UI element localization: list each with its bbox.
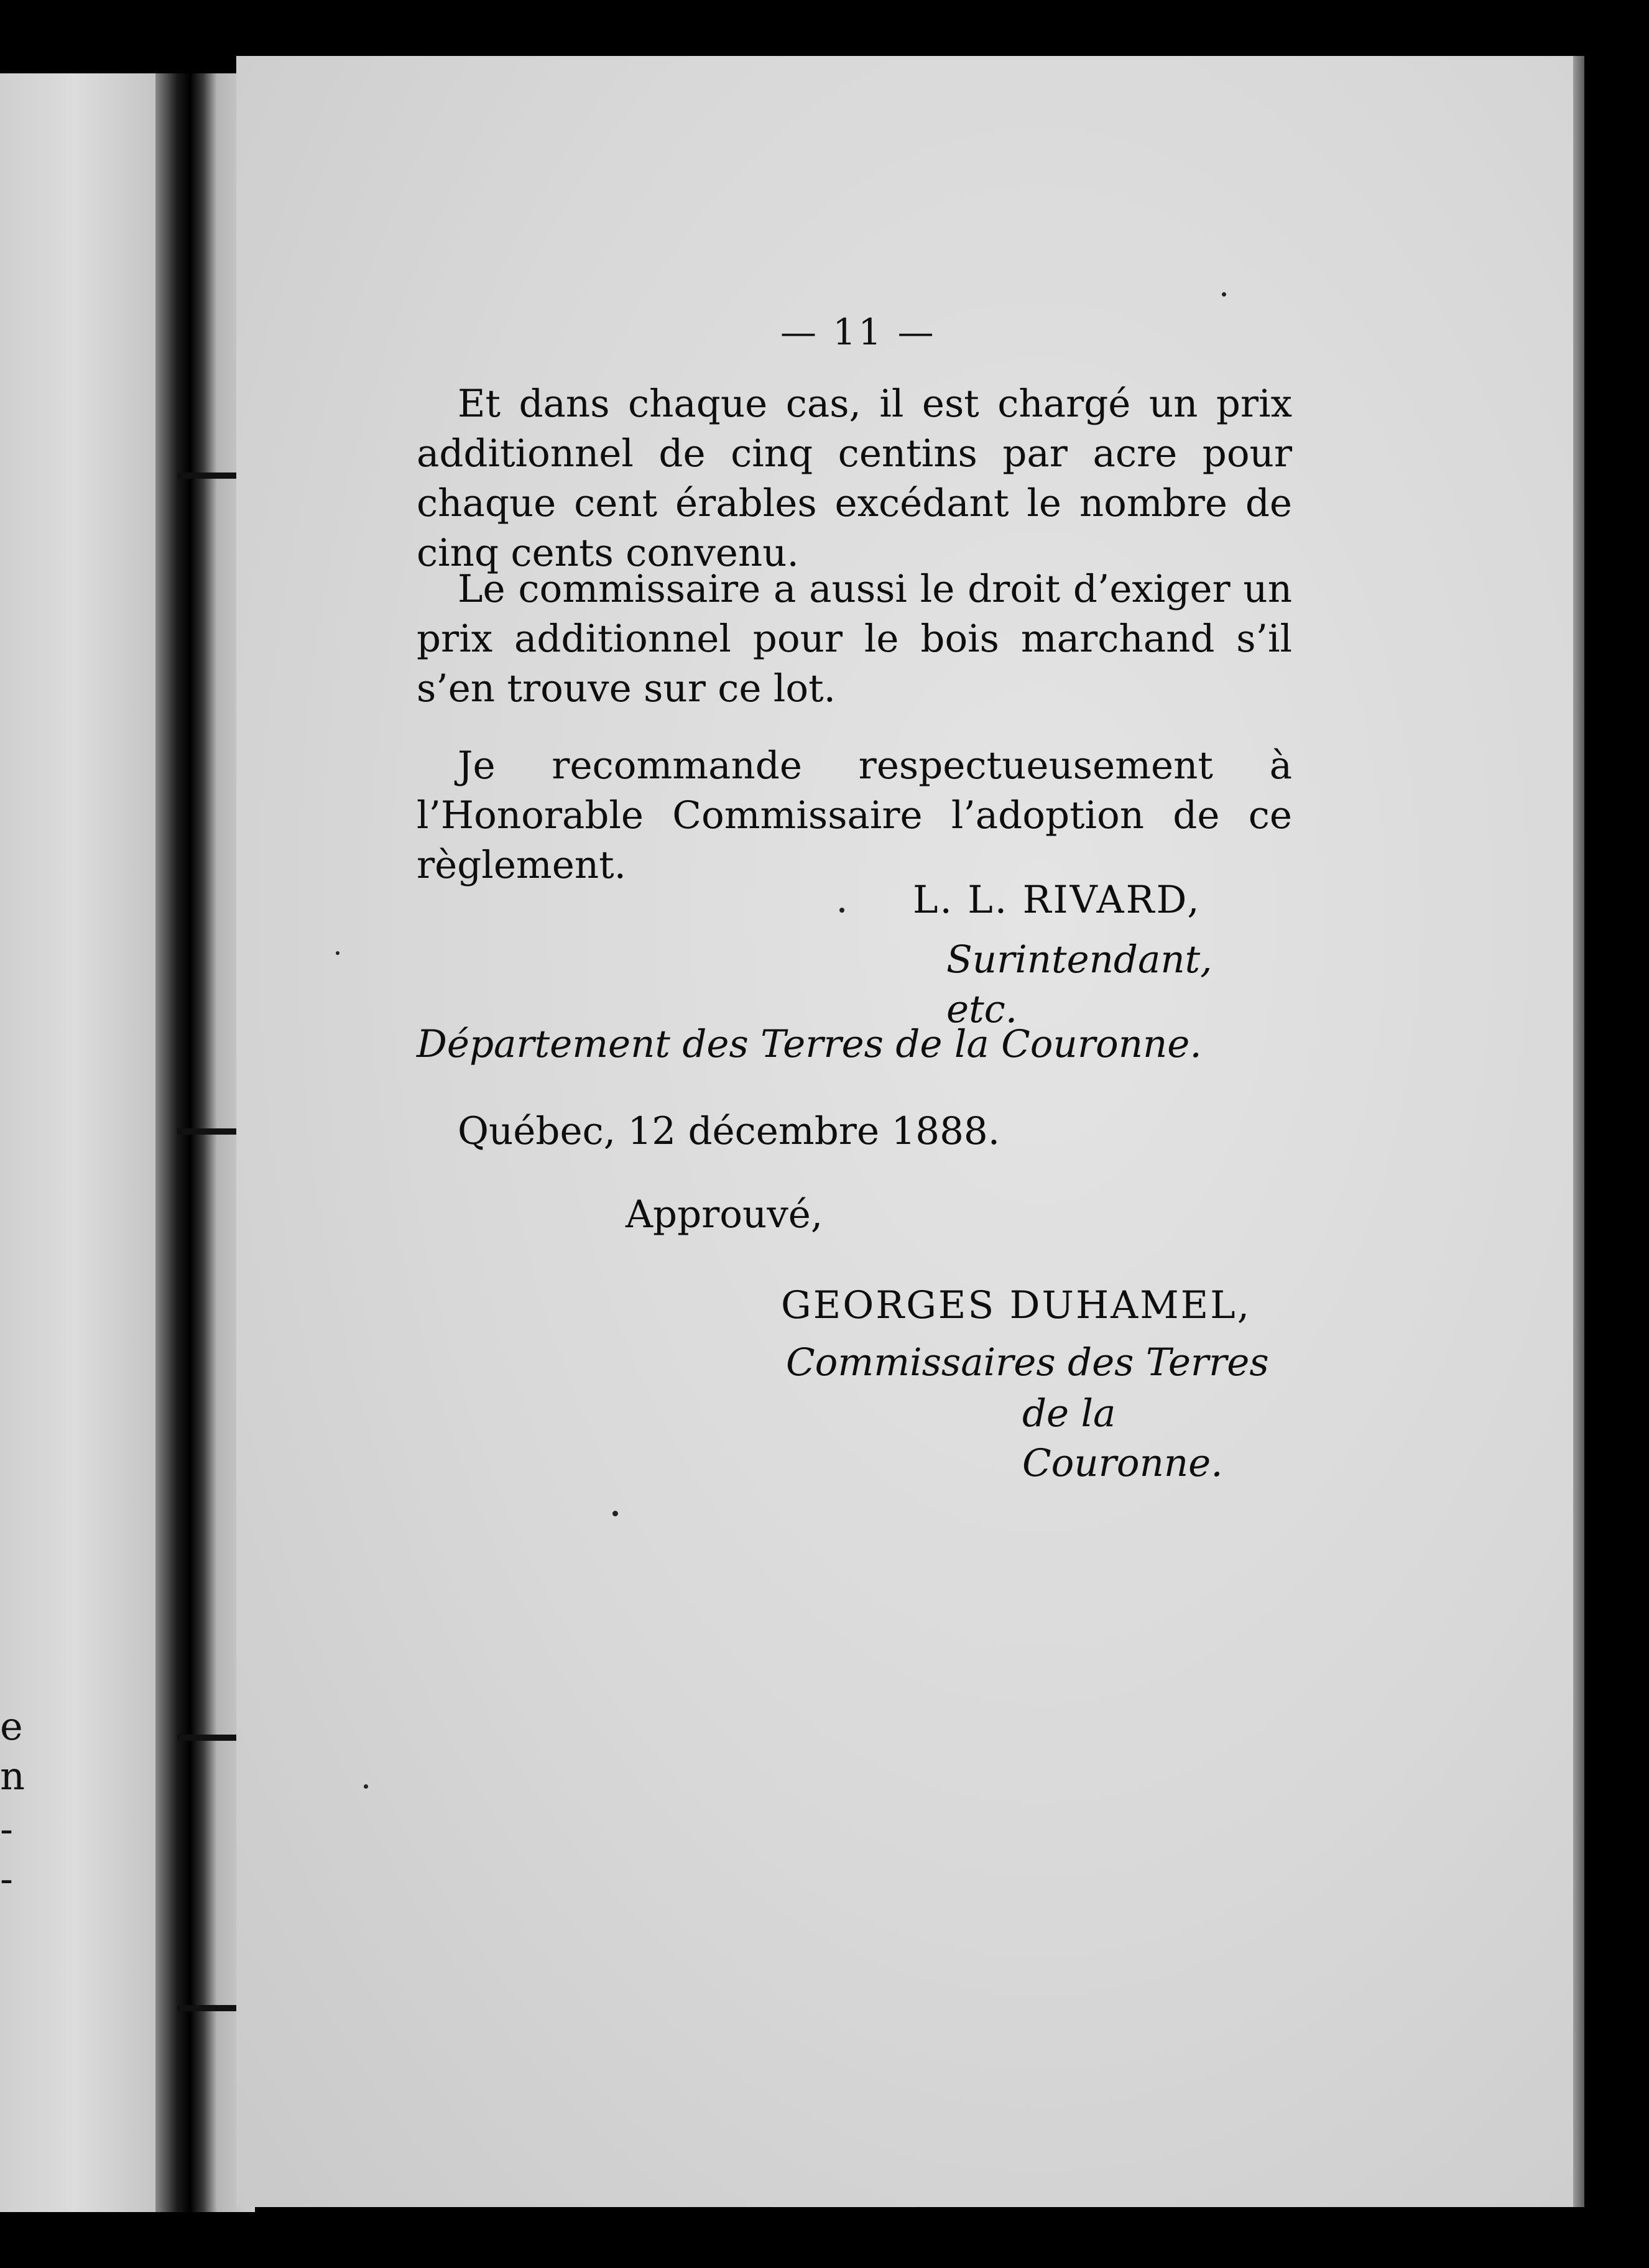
paragraph-recommendation: Je recommande respectueusement à l’Honorable Commissaire l’adoption de ce règlement. xyxy=(417,744,1292,887)
binding-stitch xyxy=(177,1735,246,1741)
left-page-fragment: n xyxy=(0,1753,25,1799)
paper-speck xyxy=(336,951,340,955)
binding-stitch xyxy=(177,1128,246,1135)
approver-name: GEORGES DUHAMEL, xyxy=(781,1283,1252,1327)
paper-speck xyxy=(839,908,844,913)
approver-title-line-2: de la Couronne. xyxy=(1022,1391,1223,1485)
left-page-fragment: e xyxy=(0,1703,23,1749)
paragraph-timber-price: Le commissaire a aussi le droit d’exiger un prix additionnel pour le bois marchand s’il s’en trouve sur ce lot. xyxy=(417,567,1292,711)
left-page-fragment: - xyxy=(0,1806,13,1851)
signatory-title: Surintendant, etc. xyxy=(946,938,1212,1031)
page-number: — 11 — xyxy=(780,311,936,353)
signatory-name: L. L. RIVARD, xyxy=(913,878,1201,922)
paper-speck xyxy=(1222,292,1226,297)
place-and-date: Québec, 12 décembre 1888. xyxy=(458,1109,1000,1153)
department-name: Département des Terres de la Couronne. xyxy=(417,1022,1202,1066)
binding-stitch xyxy=(177,2005,246,2011)
binding-stitch xyxy=(177,472,246,479)
paragraph-surcharge: Et dans chaque cas, il est chargé un prix additionnel de cinq centins par acre pour chaque cent érables excédant le nombre de cinq cents convenu. xyxy=(417,382,1292,575)
approver-title-line-1: Commissaires des Terres xyxy=(786,1340,1269,1385)
approval-note: Approuvé, xyxy=(626,1192,823,1237)
left-page-fragment: - xyxy=(0,1856,13,1901)
paper-speck xyxy=(364,1784,368,1789)
paper-speck xyxy=(612,1511,618,1516)
page-edge xyxy=(1573,56,1584,2207)
